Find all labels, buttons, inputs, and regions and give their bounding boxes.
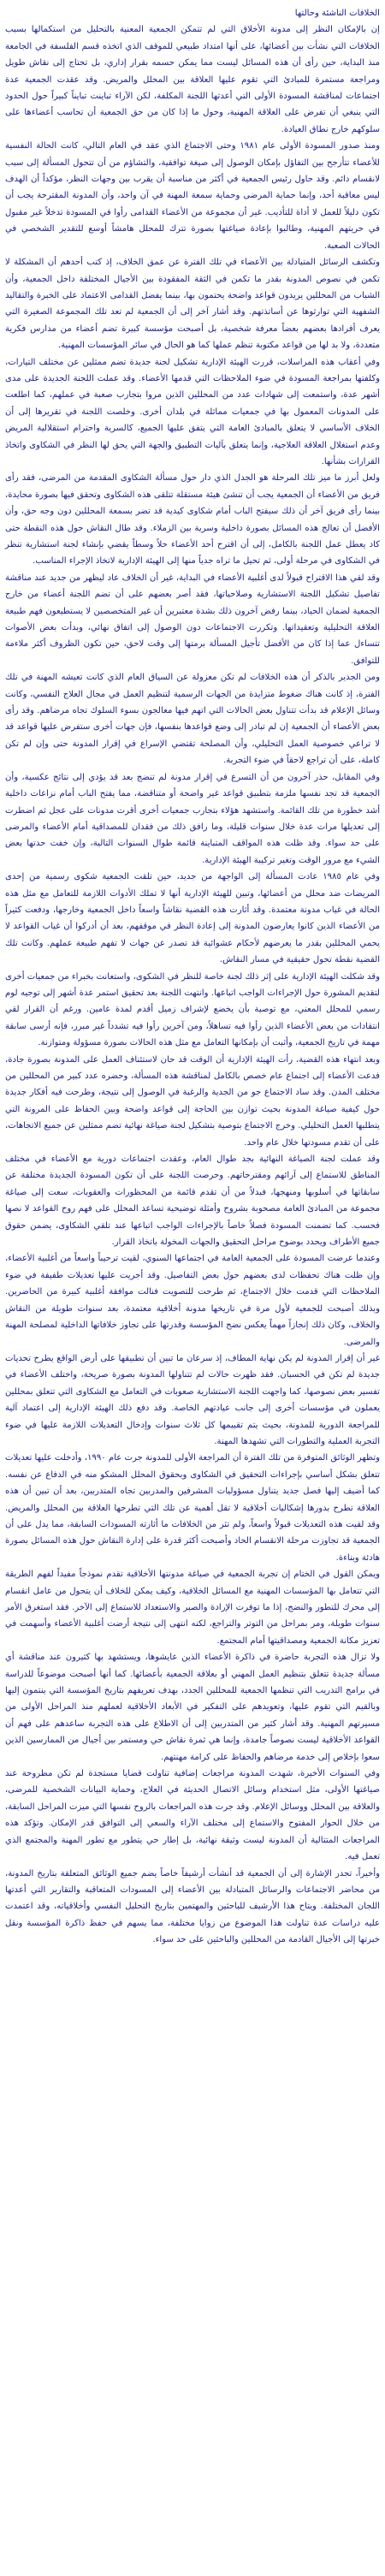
paragraph: ويمكن القول في الختام إن تجربة الجمعية في صياغة مدونتها الأخلاقية تقدم نموذجاً مفيداً لفهم الطريقة التي تتعامل بها المؤسسات المهنية مع المسائل الخلافية، وكيف يمكن للخلاف أن يتحول من عامل انقسام إلى محرك للتطور والنضج، إذا ما توفرت الإرادة والصبر والاستعداد للاستماع إلى الآخر. فقد استغرق الأمر سنوات طويلة، ومر بمراحل من التوتر والتراجع، لكنه انتهى إلى نتيجة أرضت أغلبية الأعضاء وأسهمت في تعزيز مكانة الجمعية ومصداقيتها أمام المجتمع. <box>5 1570 380 1646</box>
paragraph: وتظهر الوثائق المتوفرة من تلك الفترة أن المراجعة الأولى للمدونة جرت عام ١٩٩٠، وأدخلت عليها تعديلات تتعلق بشكل أساسي بإجراءات التحقيق في الشكاوى وبحقوق المحلل المشكو منه في الدفاع عن نفسه. كما أضيف إليها فصل جديد يتناول مسؤوليات المشرفين والمدربين تجاه المتدربين، بعد أن تبين أن هذه العلاقة تطرح بدورها إشكاليات أخلاقية لا تقل أهمية عن تلك التي تطرحها العلاقة بين المحلل والمريض. وقد لقيت هذه التعديلات قبولاً واسعاً، ولم تثر من الخلافات ما أثارته المسودات السابقة، مما يدل على أن الجمعية قد تجاوزت مرحلة الانقسام الحاد وأصبحت أكثر قدرة على إدارة النقاش حول هذه المسائل بصورة هادئة وبناءة. <box>5 1453 380 1563</box>
paragraph: وعندما عرضت المسودة على الجمعية العامة في اجتماعها السنوي، لقيت ترحيباً واسعاً من أغلبية الأعضاء، وإن ظلت هناك تحفظات لدى بعضهم حول بعض التفاصيل. وقد أجريت عليها تعديلات طفيفة في ضوء الملاحظات التي قدمت خلال الاجتماع، ثم طرحت للتصويت فنالت موافقة أغلبية كبيرة من الحاضرين. وبذلك أصبحت للجمعية لأول مرة في تاريخها مدونة أخلاقية معتمدة، بعد سنوات طويلة من النقاش والخلاف، وكان ذلك إنجازاً مهماً يعكس نضج المؤسسة وقدرتها على تجاوز خلافاتها الداخلية لمصلحة المهنة والمرضى. <box>5 1254 380 1347</box>
paragraph: وقد شكلت الهيئة الإدارية على إثر ذلك لجنة خاصة للنظر في الشكوى، واستعانت بخبراء من جمعيات أخرى لتقديم المشورة حول الإجراءات الواجب اتباعها. وانتهت اللجنة بعد تحقيق استمر عدة أشهر إلى توجيه لوم رسمي للمحلل المعني، مع توصية بأن يخضع لإشراف زميل أقدم لمدة عامين. ورغم أن القرار لقي انتقادات من بعض الأعضاء الذين رأوا فيه تساهلاً، ومن آخرين رأوا فيه تشدداً غير مبرر، فإنه أرسى سابقة مهمة في تاريخ الجمعية، وأثبت أن بإمكانها التعامل مع مثل هذه الحالات بصورة مسؤولة ومتوازنة. <box>5 971 380 1048</box>
paragraph: وبعد انتهاء هذه القضية، رأت الهيئة الإدارية أن الوقت قد حان لاستئناف العمل على المدونة بصورة جادة، فدعت الأعضاء إلى اجتماع عام خصص بالكامل لمناقشة هذه المسألة، وحضره عدد كبير من المحللين من مختلف المدن. وقد ساد الاجتماع جو من الجدية والرغبة في الوصول إلى نتيجة، وطرحت فيه أفكار جديدة حول كيفية صياغة المدونة بحيث توازن بين الحاجة إلى قواعد واضحة وبين الحفاظ على المرونة التي يتطلبها العمل التحليلي. وخرج الاجتماع بتوصية بتشكيل لجنة صياغة نهائية تضم ممثلين عن جميع الاتجاهات، على أن تقدم مسودتها خلال عام واحد. <box>5 1054 380 1148</box>
paragraph: وقد لقي هذا الاقتراح قبولاً لدى أغلبية الأعضاء في البداية، غير أن الخلاف عاد ليظهر من جديد عند مناقشة تفاصيل تشكيل اللجنة الاستشارية وصلاحياتها، فقد أصر بعضهم على أن تضم اللجنة أعضاء من خارج الجمعية لضمان الحياد، بينما رفض آخرون ذلك بشدة معتبرين أن غير المتخصصين لا يستطيعون فهم طبيعة العلاقة التحليلية وتعقيداتها. وتكررت الاجتماعات دون الوصول إلى اتفاق نهائي، وبدأت بعض الأصوات تتساءل عما إذا كان من الأفضل تأجيل المسألة برمتها إلى وقت لاحق، حين تكون الظروف أكثر ملاءمة للتوافق. <box>5 573 380 666</box>
paragraph: وفي أعقاب هذه المراسلات، قررت الهيئة الإدارية تشكيل لجنة جديدة تضم ممثلين عن مختلف التيارات، وكلفتها بمراجعة المسودة في ضوء الملاحظات التي قدمها الأعضاء. وقد عملت اللجنة الجديدة على مدى أشهر عدة، واستمعت إلى شهادات عدد من المحللين الذين مروا بتجارب صعبة في عملهم، كما اطلعت على المدونات المعمول بها في جمعيات مماثلة في بلدان أخرى. وخلصت اللجنة في تقريرها إلى أن الخلاف الأساسي لا يتعلق بالمبادئ العامة التي يتفق عليها الجميع، كالسرية واحترام استقلالية المريض وعدم استغلال العلاقة العلاجية، وإنما يتعلق بآليات التطبيق والجهة التي يحق لها النظر في الشكاوى واتخاذ القرارات بشأنها. <box>5 357 380 466</box>
paragraph: ولا تزال هذه التجربة حاضرة في ذاكرة الأعضاء الذين عايشوها، ويستشهد بها كثيرون عند مناقشة أي مسألة جديدة تتعلق بتنظيم العمل المهني أو بعلاقة الجمعية بأعضائها. كما أنها أصبحت موضوعاً للدراسة في برامج التدريب التي تنظمها الجمعية للمحللين الجدد، بهدف تعريفهم بتاريخ المؤسسة التي ينتمون إليها وبالقيم التي تقوم عليها، وتعويدهم على التفكير في الأبعاد الأخلاقية لعملهم منذ المراحل الأولى من مسيرتهم المهنية. وقد أشار كثير من المتدربين إلى أن الاطلاع على هذه التجربة ساعدهم على فهم أن القواعد الأخلاقية ليست نصوصاً جامدة، وإنما هي ثمرة نقاش حي ومستمر بين أجيال من الممارسين الذين سعوا بإخلاص إلى خدمة مرضاهم والحفاظ على كرامة مهنتهم. <box>5 1653 380 1762</box>
paragraph: غير أن إقرار المدونة لم يكن نهاية المطاف، إذ سرعان ما تبين أن تطبيقها على أرض الواقع يطرح تحديات جديدة لم تكن في الحسبان. فقد ظهرت حالات لم تتناولها المدونة بصورة صريحة، واختلف الأعضاء في تفسير بعض نصوصها، كما واجهت اللجنة الاستشارية صعوبات في التعامل مع الشكاوى التي تتعلق بمحللين يعملون في مؤسسات أخرى إلى جانب عيادتهم الخاصة. وقد دفع ذلك الهيئة الإدارية إلى اعتماد آلية للمراجعة الدورية للمدونة، بحيث يتم تقييمها كل ثلاث سنوات وإدخال التعديلات اللازمة عليها في ضوء التجربة العملية والتطورات التي تشهدها المهنة. <box>5 1353 380 1446</box>
paragraph: ومنذ صدور المسودة الأولى عام ١٩٨١ وحتى الاجتماع الذي عقد في العام التالي، كانت الحالة النفسية للأعضاء تتأرجح بين التفاؤل بإمكان الوصول إلى صيغة توافقية، والتشاؤم من أن تتحول المسألة إلى سبب لانقسام دائم. وقد حاول رئيس الجمعية في أكثر من مناسبة أن يقرب بين وجهات النظر، مؤكداً أن الهدف ليس معاقبة أحد، وإنما حماية المرضى وحماية سمعة المهنة في آن واحد، وأن المدونة المقترحة يجب أن تكون دليلاً للعمل لا أداة للتأديب. غير أن مجموعة من الأعضاء القدامى رأوا في المسودة تدخلاً غير مقبول في حريتهم المهنية، وطالبوا بإعادة صياغتها بصورة تترك للمحلل هامشاً أوسع للتقدير الشخصي في الحالات الصعبة. <box>5 141 380 251</box>
paragraph: وفي المقابل، حذر آخرون من أن التسرع في إقرار مدونة لم تنضج بعد قد يؤدي إلى نتائج عكسية، وأن الجمعية قد تجد نفسها ملزمة بتطبيق قواعد غير واضحة أو متناقضة، مما يفتح الباب أمام نزاعات داخلية أشد خطورة من تلك القائمة. واستشهد هؤلاء بتجارب جمعيات أخرى أقرت مدونات على عجل ثم اضطرت إلى تعديلها مرات عدة خلال سنوات قليلة، وما رافق ذلك من فقدان للمصداقية أمام الأعضاء والمرضى على حد سواء. وقد ظلت هذه المواقف المتباينة قائمة طوال السنوات التالية، وإن خفت حدتها بعض الشيء مع مرور الوقت وتغير تركيبة الهيئة الإدارية. <box>5 772 380 865</box>
paragraph: وقد عملت لجنة الصياغة النهائية بجد طوال العام، وعقدت اجتماعات دورية مع الأعضاء في مختلف المناطق للاستماع إلى آرائهم ومقترحاتهم. وحرصت اللجنة على أن تكون المسودة الجديدة مختلفة عن سابقاتها في أسلوبها ومنهجها، فبدلاً من أن تقدم قائمة من المحظورات والعقوبات، سعت إلى صياغة مجموعة من المبادئ العامة مصحوبة بشروح وأمثلة توضيحية تساعد المحلل على فهم روح القواعد لا نصها فحسب. كما تضمنت المسودة فصلاً خاصاً بالإجراءات الواجب اتباعها عند تلقي الشكاوى، يضمن حقوق جميع الأطراف ويحدد بوضوح مراحل التحقيق والجهات المخولة باتخاذ القرار. <box>5 1154 380 1248</box>
paragraph: وتكشف الرسائل المتبادلة بين الأعضاء في تلك الفترة عن عمق الخلاف، إذ كتب أحدهم أن المشكلة لا تكمن في نصوص المدونة بقدر ما تكمن في الثقة المفقودة بين الأجيال المختلفة داخل الجمعية، وأن الشباب من المحللين يريدون قواعد واضحة يحتمون بها، بينما يفضل القدامى الاعتماد على الخبرة والتقاليد الشفهية التي توارثوها عن أساتذتهم. وقد أشار آخر إلى أن الجمعية لم تعد تلك المجموعة الصغيرة التي يعرف أفرادها بعضهم بعضاً معرفة شخصية، بل أصبحت مؤسسة كبيرة تضم أعضاء من مدارس فكرية متعددة، ولا بد لها من قواعد مكتوبة تنظم عملها كما هو الحال في سائر المؤسسات المهنية. <box>5 258 380 351</box>
paragraph: وفي السنوات الأخيرة، شهدت المدونة مراجعات إضافية تناولت قضايا مستجدة لم تكن مطروحة عند صياغتها الأولى، مثل استخدام وسائل الاتصال الحديثة في العلاج، وحماية البيانات الشخصية للمرضى، والعلاقة بين المحلل ووسائل الإعلام. وقد جرت هذه المراجعات بالروح نفسها التي ميزت المراحل السابقة، من خلال الحوار المفتوح والاستماع إلى مختلف الآراء والسعي إلى التوافق قدر الإمكان. وتؤكد هذه المراجعات المتتالية أن المدونة ليست وثيقة نهائية، بل إطار حي يتطور مع تطور المهنة والمجتمع الذي تعمل فيه. <box>5 1769 380 1862</box>
paragraph: وفي عام ١٩٨٥ عادت المسألة إلى الواجهة من جديد، حين تلقت الجمعية شكوى رسمية من إحدى المريضات ضد محلل من أعضائها، وتبين للهيئة الإدارية أنها لا تملك الأدوات اللازمة للتعامل مع مثل هذه الحالة في غياب مدونة معتمدة. وقد أثارت هذه القضية نقاشاً واسعاً داخل الجمعية وخارجها، ودفعت كثيراً من الأعضاء الذين كانوا يعارضون المدونة إلى إعادة النظر في موقفهم، بعد أن أدركوا أن غياب القواعد لا يحمي المحللين بقدر ما يعرضهم لأحكام عشوائية قد تصدر عن جهات لا تفهم طبيعة عملهم. وكانت تلك القضية نقطة تحول حقيقية في مسار النقاش. <box>5 872 380 965</box>
paragraph: ولعل أبرز ما ميز تلك المرحلة هو الجدل الذي دار حول مسألة الشكاوى المقدمة من المرضى، فقد رأى فريق من الأعضاء أن الجمعية يجب أن تنشئ هيئة مستقلة تتلقى هذه الشكاوى وتحقق فيها بصورة محايدة، بينما رأى فريق آخر أن ذلك سيفتح الباب أمام شكاوى كيدية قد تضر بسمعة المحللين دون وجه حق، وأن الأفضل أن تعالج هذه المسائل بصورة داخلية وسرية بين الزملاء. وقد طال النقاش حول هذه النقطة حتى كاد يعطل عمل اللجنة بالكامل، إلى أن اقترح أحد الأعضاء حلاً وسطاً يقضي بإنشاء لجنة استشارية تنظر في الشكاوى في مرحلة أولى، ثم تحيل ما تراه جدياً منها إلى الهيئة الإدارية لاتخاذ الإجراء المناسب. <box>5 473 380 567</box>
paragraph: ومن الجدير بالذكر أن هذه الخلافات لم تكن معزولة عن السياق العام الذي كانت تعيشه المهنة في تلك الفترة، إذ كانت هناك ضغوط متزايدة من الجهات الرسمية لتنظيم العمل في مجال العلاج النفسي، وكانت وسائل الإعلام قد بدأت تتناول بعض الحالات التي اتهم فيها معالجون بسوء السلوك تجاه مرضاهم. وقد رأى بعض الأعضاء أن الجمعية إن لم تبادر إلى وضع قواعدها بنفسها، فإن جهات أخرى ستفرض عليها قواعد قد لا تراعي خصوصية العمل التحليلي، وأن المصلحة تقتضي الإسراع في إقرار المدونة حتى وإن لم تكن كاملة، على أن تراجع لاحقاً في ضوء التجربة. <box>5 673 380 766</box>
paragraph: إن بالإمكان النظر إلى مدونة الأخلاق التي لم تتمكن الجمعية المعنية بالتحليل من استكمالها بسبب الخلافات التي نشأت بين أعضائها، على أنها امتداد طبيعي للموقف الذي اتخذه قسم الفلسفة في الجامعة منذ البداية، حين رأى أن هذه المسائل ليست مما يمكن حسمه بقرار إداري، بل تحتاج إلى نقاش طويل ومراجعة مستمرة للمبادئ التي تقوم عليها العلاقة بين المحلل والمريض. وقد عقدت الجمعية عدة اجتماعات لمناقشة المسودة الأولى التي أعدتها اللجنة المكلفة، لكن الآراء تباينت تبايناً كبيراً حول الحدود التي ينبغي أن تفرض على العلاقة المهنية، وحول ما إذا كان من حق الجمعية أن تحاسب أعضاءها على سلوكهم خارج نطاق العيادة. <box>5 25 380 134</box>
document-body <box>5 21 380 1948</box>
page-title: الخلافات الناشئة وحالتها <box>294 9 380 18</box>
paragraph: وأخيراً، تجدر الإشارة إلى أن الجمعية قد أنشأت أرشيفاً خاصاً يضم جميع الوثائق المتعلقة بتاريخ المدونة، من محاضر الاجتماعات والرسائل المتبادلة بين الأعضاء إلى المسودات المتعاقبة والتقارير التي أعدتها اللجان المختلفة. ويتاح هذا الأرشيف للباحثين والمهتمين بتاريخ التحليل النفسي وأخلاقياته، وقد اعتمدت عليه دراسات عدة تناولت هذا الموضوع من زوايا مختلفة، مما يسهم في حفظ ذاكرة المؤسسة ونقل خبرتها إلى الأجيال القادمة من المحللين والباحثين على حد سواء. <box>5 1868 380 1945</box>
